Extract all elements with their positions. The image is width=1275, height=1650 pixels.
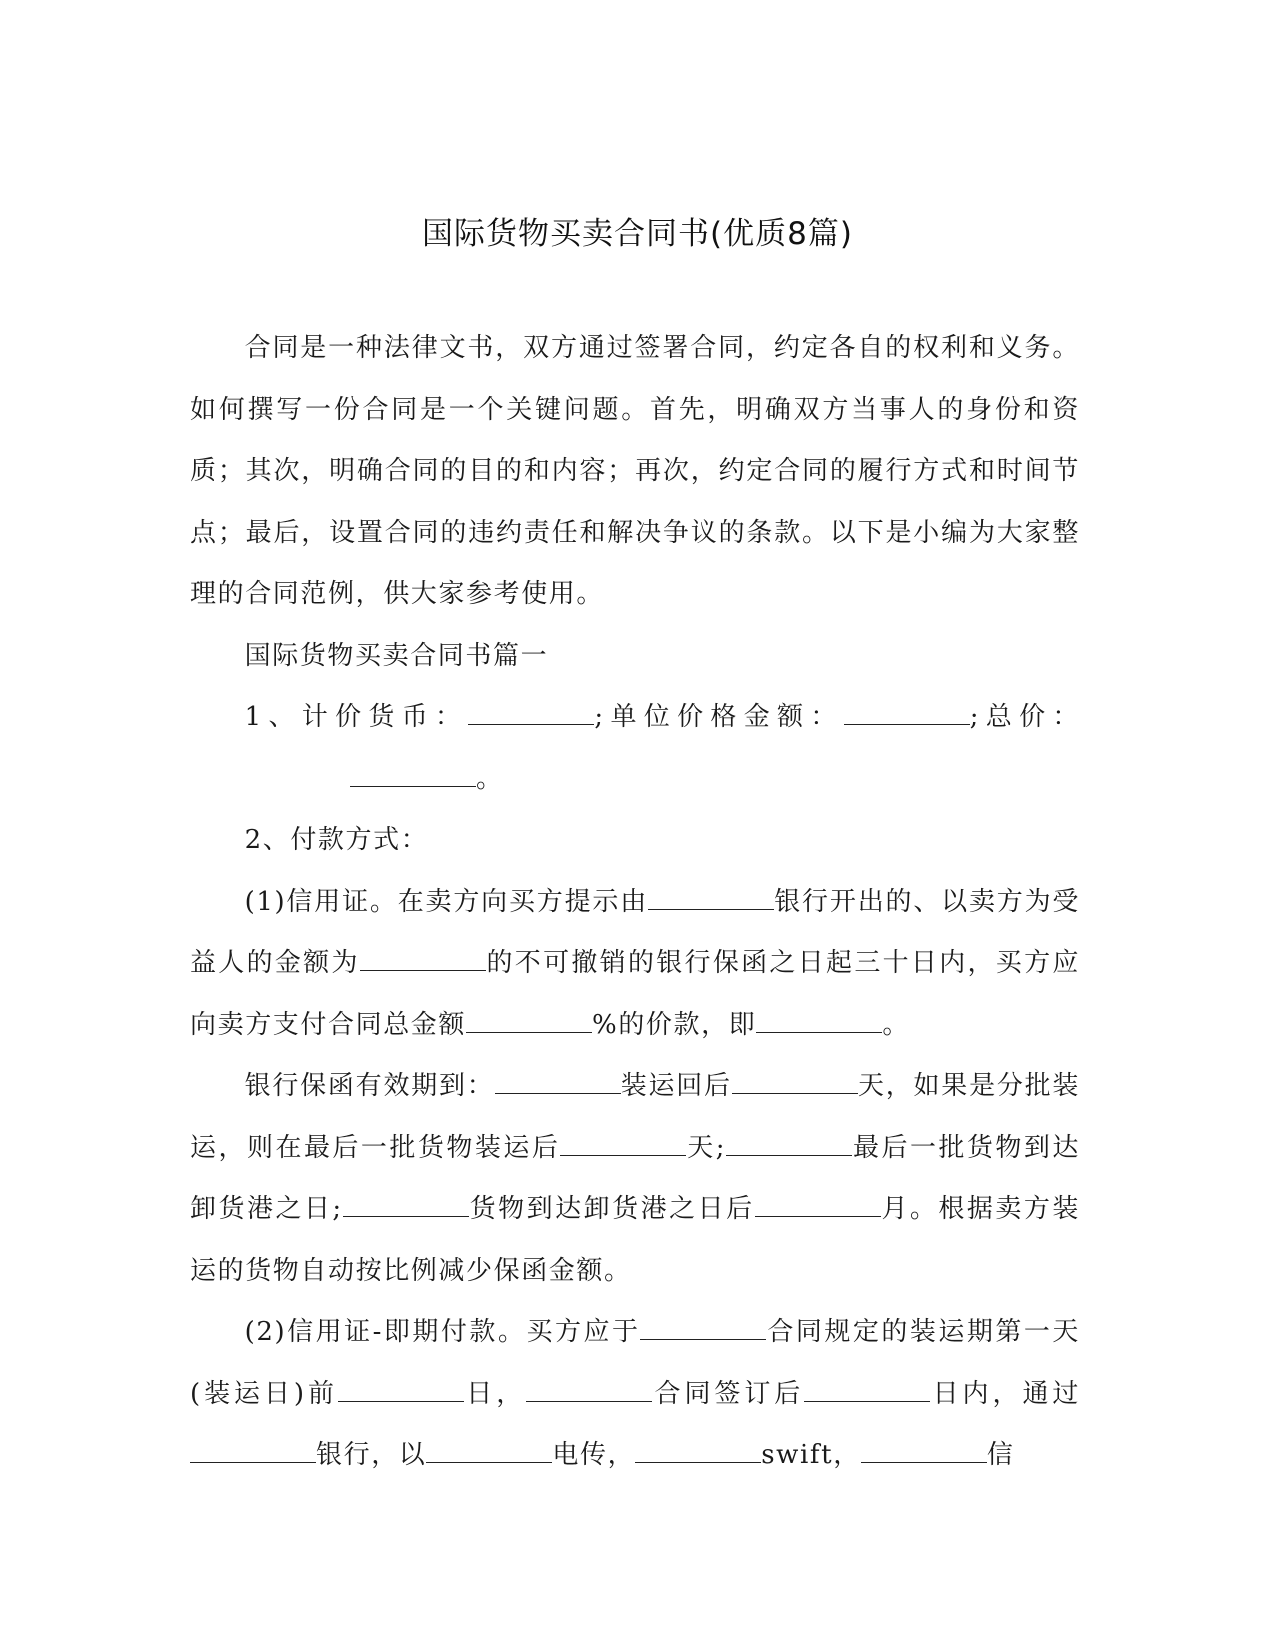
clause-text: ;总价： [969,702,1081,732]
clause-text: %的价款，即 [592,1009,757,1040]
blank-field [755,1194,881,1217]
document-body [190,318,1080,1487]
blank-field [190,1440,316,1463]
clause-text: 日内，通过 [930,1378,1080,1409]
clause-text: 月。根据卖方装运的货物自动按比例减少保函金额。 [190,1194,1080,1286]
guarantee-paragraph [190,1056,1080,1302]
clause-text: 银行开出的、以卖方为受益人的金额为 [190,886,1080,978]
blank-field [526,1379,652,1402]
blank-field [635,1440,761,1463]
blank-field [732,1071,858,1094]
blank-field [648,887,774,910]
blank-field [343,1194,469,1217]
clause-text: 银行保函有效期到： [244,1071,495,1101]
payment-heading: 2、付款方式： [244,825,429,855]
clause-text: 天; [686,1132,727,1163]
clause-text: 电传， [552,1440,636,1470]
clause-text: 天，如果是分批装运，则在最后一批货物装运后 [190,1071,1080,1163]
blank-field [466,1010,592,1033]
clause-text: (2)信用证-即期付款。买方应于 [244,1317,641,1347]
clause-text: 装运回后 [620,1071,732,1101]
clause-text: 银行，以 [316,1440,427,1470]
blank-field [861,1440,987,1463]
blank-field [560,1133,686,1156]
blank-field [756,1010,882,1033]
blank-field [338,1379,464,1402]
clause-text: ;单位价格金额： [594,702,844,732]
clause-text: 合同规定的装运期第一天(装运日)前 [190,1317,1080,1409]
clause-text: 的不可撤销的银行保函之日起三十日内，买方应向卖方支付合同总金额 [190,948,1080,1040]
clause-text: swift， [761,1440,861,1470]
blank-field [804,1379,930,1402]
clause-text: 1、计价货币： [244,702,469,732]
blank-field [350,764,476,787]
blank-field [640,1317,766,1340]
blank-field [426,1440,552,1463]
clause-text: 合同签订后 [652,1378,805,1409]
clause-text: 信 [986,1440,1015,1470]
blank-field [468,702,594,725]
clause-pricing [190,687,1080,810]
blank-field [360,948,486,971]
clause-text: 。 [476,763,504,794]
clause-text: 货物到达卸货港之日后 [468,1194,755,1224]
intro-paragraph: 合同是一种法律文书，双方通过签署合同，约定各自的权利和义务。如何撰写一份合同是一个关键问题。首先，明确双方当事人的身份和资质；其次，明确合同的目的和内容；再次，约定合同的履行方式和时间节点；最后，设置合同的违约责任和解决争议的条款。以下是小编为大家整理的合同范例，供大家参考使用。 [190,333,1080,609]
blank-field [495,1071,621,1094]
clause-text: 。 [882,1009,910,1040]
document-title: 国际货物买卖合同书(优质8篇) [422,216,853,252]
letter-of-credit-paragraph [190,872,1080,1057]
sight-payment-paragraph [190,1302,1080,1487]
clause-text: 最后一批货物到达卸货港之日; [190,1132,1080,1224]
clause-text: (1)信用证。在卖方向买方提示由 [244,886,649,917]
clause-text: 日， [463,1378,527,1409]
blank-field [844,702,970,725]
section-heading: 国际货物买卖合同书篇一 [244,640,549,671]
blank-field [726,1133,852,1156]
